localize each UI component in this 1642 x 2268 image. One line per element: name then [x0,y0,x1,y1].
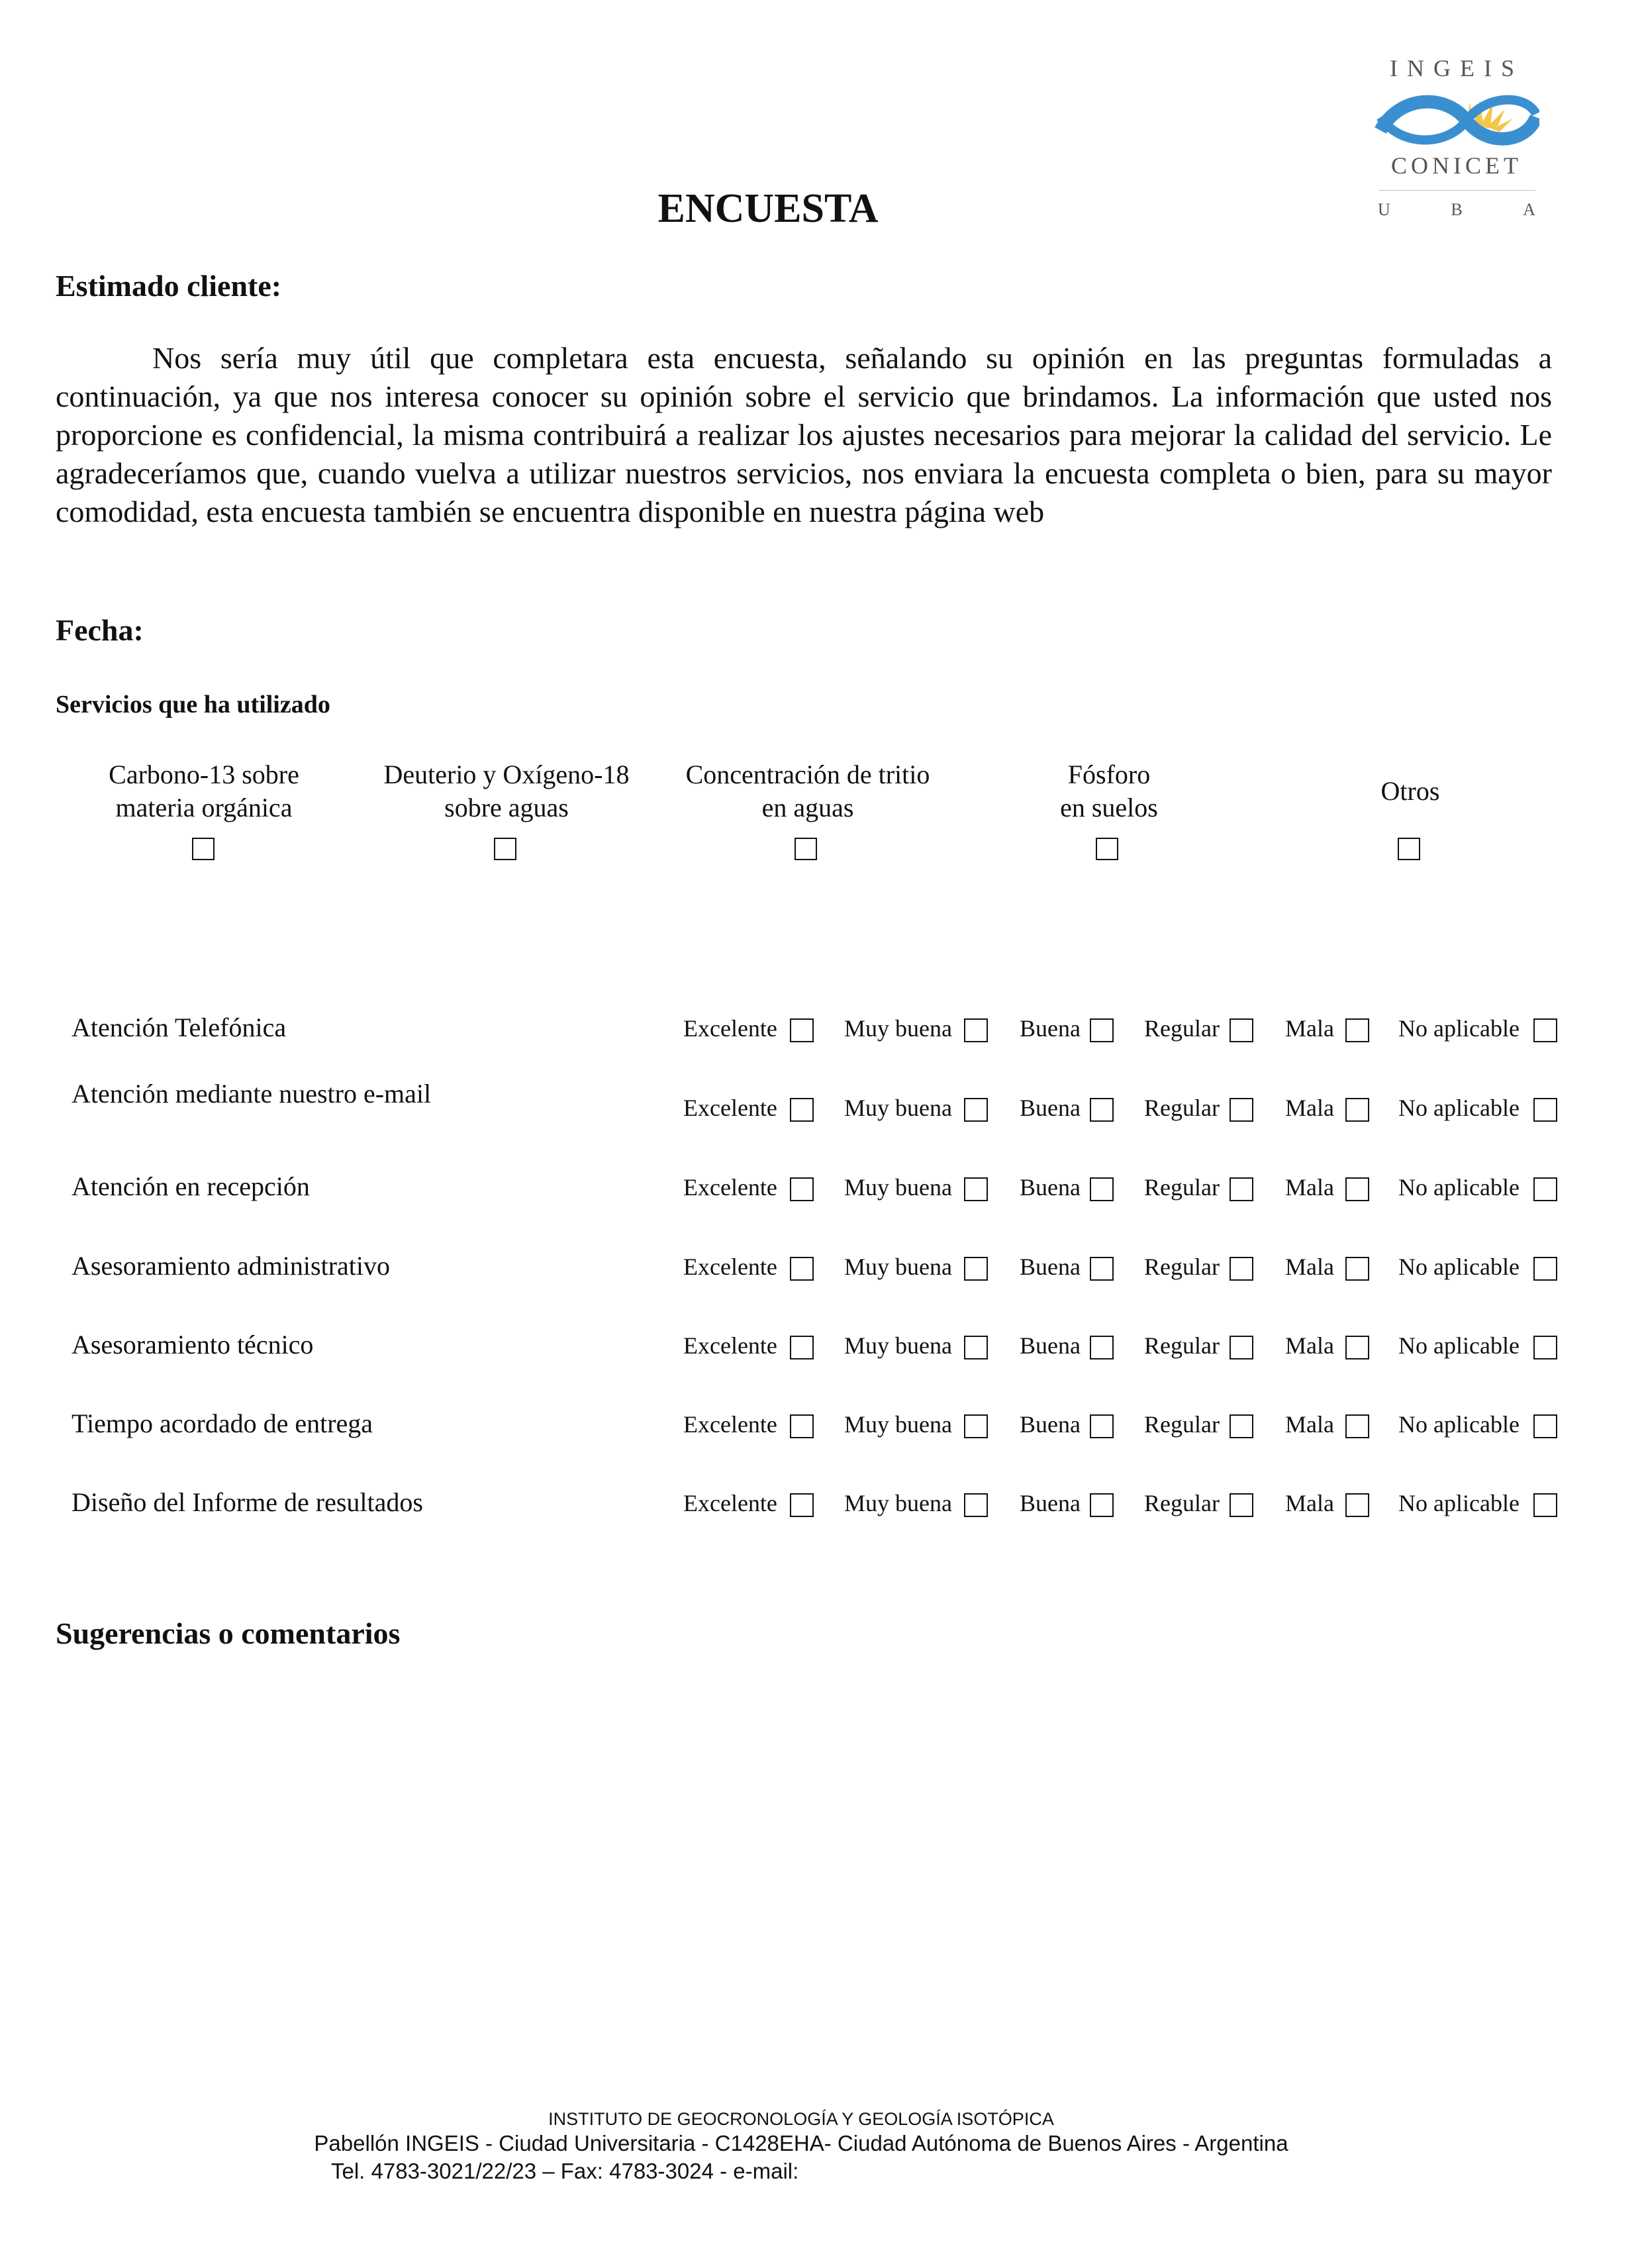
suggestions-label: Sugerencias o comentarios [56,1616,401,1650]
services-heading: Servicios que ha utilizado [56,691,330,718]
rating-option-label: Mala [1285,1411,1334,1438]
rating-option-label: Buena [1020,1095,1081,1121]
greeting: Estimado cliente: [56,269,282,303]
rating-option-label: Excelente [683,1174,777,1201]
rating-checkbox[interactable] [1533,1493,1557,1517]
rating-checkbox[interactable] [1533,1177,1557,1201]
service-label: Otros [1380,776,1440,806]
rating-option-label: Muy buena [844,1254,952,1280]
rating-option-label: Muy buena [844,1490,952,1516]
rating-checkbox[interactable] [964,1177,988,1201]
rating-checkbox[interactable] [1345,1336,1369,1359]
rating-checkbox[interactable] [1345,1177,1369,1201]
rating-checkbox[interactable] [1345,1098,1369,1122]
criterion-label: Asesoramiento técnico [72,1330,314,1359]
rating-checkbox[interactable] [1230,1098,1253,1122]
rating-option-label: Buena [1020,1254,1081,1280]
rating-option-label: Buena [1020,1411,1081,1438]
criterion-label: Atención Telefónica [72,1012,287,1042]
service-label: Carbono-13 sobre materia orgánica [109,760,299,822]
footer-contact: Tel. 4783-3021/22/23 – Fax: 4783-3024 - e-mail: [331,2159,799,2183]
rating-checkbox[interactable] [1090,1493,1114,1517]
intro-paragraph [56,339,1552,531]
rating-option-label: Mala [1285,1015,1334,1042]
rating-option-label: Excelente [683,1254,777,1280]
rating-option-label: Mala [1285,1332,1334,1359]
rating-option-label: Excelente [683,1015,777,1042]
rating-option-label: Regular [1144,1332,1220,1359]
rating-checkbox[interactable] [1090,1336,1114,1359]
rating-checkbox[interactable] [790,1018,814,1042]
criterion-label: Diseño del Informe de resultados [72,1487,423,1517]
rating-option-label: Excelente [683,1411,777,1438]
logo-letter-b: B [1451,200,1463,219]
rating-checkbox[interactable] [1090,1018,1114,1042]
rating-option-label: Buena [1020,1490,1081,1516]
rating-option-label: Buena [1020,1332,1081,1359]
rating-checkbox[interactable] [1533,1336,1557,1359]
rating-option-label: Excelente [683,1095,777,1121]
criterion-label: Atención en recepción [72,1171,310,1201]
rating-checkbox[interactable] [1533,1098,1557,1122]
rating-checkbox[interactable] [1345,1018,1369,1042]
rating-option-label: No aplicable [1398,1095,1520,1121]
rating-checkbox[interactable] [1345,1493,1369,1517]
criterion-label: Tiempo acordado de entrega [72,1408,373,1438]
intro-text: Nos sería muy útil que completara esta encuesta, señalando su opinión en las preguntas formuladas a continuación, ya que nos interesa conocer su opinión sobre el servicio que brindamos. La información que usted nos proporcione es confidencial, la misma contribuirá a realizar los ajustes necesarios para mejorar la calidad del servicio. Le agradeceríamos que, cuando vuelva a utilizar nuestros servicios, nos enviara la encuesta completa o bien, para su mayor comodidad, esta encuesta también se encuentra disponible en nuestra página web [56,341,1552,528]
rating-option-label: Muy buena [844,1174,952,1201]
rating-option-label: Muy buena [844,1095,952,1121]
criterion-label: Asesoramiento administrativo [72,1251,391,1281]
rating-option-label: Mala [1285,1490,1334,1516]
rating-checkbox[interactable] [790,1177,814,1201]
rating-option-label: Regular [1144,1254,1220,1280]
rating-option-label: Muy buena [844,1332,952,1359]
rating-option-label: Excelente [683,1490,777,1516]
rating-option-label: Regular [1144,1411,1220,1438]
rating-checkbox[interactable] [1533,1414,1557,1438]
rating-checkbox[interactable] [790,1257,814,1281]
rating-checkbox[interactable] [964,1098,988,1122]
page-title: ENCUESTA [657,186,879,231]
rating-checkbox[interactable] [1090,1257,1114,1281]
service-deuterium-oxygen18 [367,758,646,824]
footer-institute: INSTITUTO DE GEOCRONOLOGÍA Y GEOLOGÍA ISOTÓPICA [548,2109,1054,2129]
rating-option-label: Mala [1285,1095,1334,1121]
rating-option-label: Regular [1144,1095,1220,1121]
rating-checkbox[interactable] [1090,1177,1114,1201]
rating-checkbox[interactable] [964,1018,988,1042]
rating-checkbox[interactable] [1090,1098,1114,1122]
logo-wave-icon [1374,91,1539,150]
rating-option-label: Muy buena [844,1411,952,1438]
service-label: Concentración de tritio en aguas [685,760,930,822]
rating-checkbox[interactable] [1230,1018,1253,1042]
rating-option-label: Regular [1144,1490,1220,1516]
service-phosphorus-checkbox[interactable] [1096,838,1118,860]
rating-checkbox[interactable] [964,1414,988,1438]
rating-checkbox[interactable] [790,1098,814,1122]
rating-option-label: Excelente [683,1332,777,1359]
rating-checkbox[interactable] [1533,1257,1557,1281]
rating-option-label: No aplicable [1398,1174,1520,1201]
rating-option-label: Regular [1144,1174,1220,1201]
service-other-checkbox[interactable] [1398,838,1420,860]
rating-option-label: Regular [1144,1015,1220,1042]
rating-checkbox[interactable] [790,1414,814,1438]
service-tritium-checkbox[interactable] [795,838,817,860]
criterion-label: Atención mediante nuestro e-mail [72,1079,432,1109]
rating-checkbox[interactable] [964,1336,988,1359]
rating-checkbox[interactable] [964,1257,988,1281]
service-carbon13 [72,758,336,824]
logo-top-text: INGEIS [1390,55,1523,81]
rating-checkbox[interactable] [1230,1414,1253,1438]
footer-address: Pabellón INGEIS - Ciudad Universitaria - C1428EHA- Ciudad Autónoma de Buenos Aires - Argentina [314,2131,1288,2155]
service-deuterium-oxygen18-checkbox[interactable] [494,838,516,860]
rating-option-label: Mala [1285,1174,1334,1201]
rating-checkbox[interactable] [1345,1257,1369,1281]
rating-checkbox[interactable] [1345,1414,1369,1438]
rating-checkbox[interactable] [790,1493,814,1517]
service-tritium [669,758,947,824]
rating-option-label: No aplicable [1398,1490,1520,1516]
service-phosphorus [977,758,1241,824]
rating-checkbox[interactable] [1230,1493,1253,1517]
rating-checkbox[interactable] [1230,1177,1253,1201]
logo-letter-u: U [1378,200,1390,219]
service-label: Deuterio y Oxígeno-18 sobre aguas [383,760,630,822]
rating-checkbox[interactable] [1230,1257,1253,1281]
rating-checkbox[interactable] [790,1336,814,1359]
rating-checkbox[interactable] [1090,1414,1114,1438]
logo-letter-a: A [1523,200,1535,219]
service-other [1278,775,1543,808]
service-carbon13-checkbox[interactable] [192,838,215,860]
logo-middle-text: CONICET [1391,152,1522,179]
rating-option-label: No aplicable [1398,1015,1520,1042]
rating-checkbox[interactable] [1230,1336,1253,1359]
rating-option-label: Buena [1020,1015,1081,1042]
rating-option-label: Mala [1285,1254,1334,1280]
rating-option-label: Muy buena [844,1015,952,1042]
rating-option-label: No aplicable [1398,1332,1520,1359]
rating-option-label: No aplicable [1398,1254,1520,1280]
date-label: Fecha: [56,613,144,647]
rating-checkbox[interactable] [964,1493,988,1517]
rating-option-label: No aplicable [1398,1411,1520,1438]
rating-option-label: Buena [1020,1174,1081,1201]
service-label: Fósforo en suelos [1060,760,1158,822]
rating-checkbox[interactable] [1533,1018,1557,1042]
